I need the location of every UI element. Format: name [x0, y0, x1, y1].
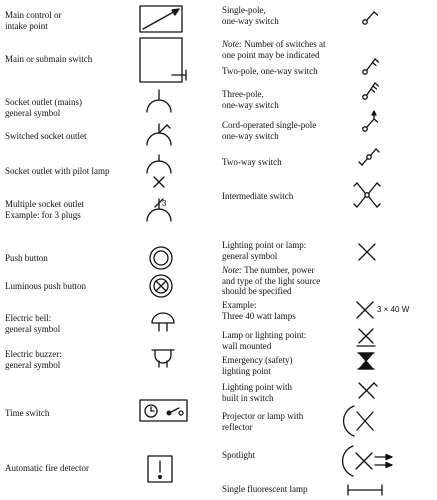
label-example-lamps: Example: Three 40 watt lamps: [222, 300, 296, 321]
luminous-push-button-symbol: [148, 273, 174, 299]
label-switched-socket: Switched socket outlet: [5, 131, 87, 141]
lighting-point-symbol: [357, 242, 377, 262]
lamp-rating-text: 3 × 40 W: [377, 305, 410, 314]
plugs-count-text: 3: [162, 199, 167, 208]
label-fire-detector: Automatic fire detector: [5, 463, 89, 473]
label-socket-general: Socket outlet (mains) general symbol: [5, 97, 82, 118]
label-intermediate: Intermediate switch: [222, 191, 294, 201]
wall-mounted-lamp-symbol: [355, 326, 377, 348]
label-socket-pilot: Socket outlet with pilot lamp: [5, 166, 110, 176]
push-button-symbol: [148, 245, 174, 271]
time-switch-symbol: [139, 399, 189, 423]
spotlight-symbol: [345, 444, 395, 478]
label-single-pole: Single-pole, one-way switch: [222, 5, 279, 26]
label-luminous-push: Luminous push button: [5, 281, 87, 291]
intermediate-switch-symbol: [352, 178, 382, 212]
three-lamps-symbol: [355, 300, 377, 320]
socket-outlet-symbol: [144, 88, 174, 116]
emergency-lighting-symbol: [356, 351, 376, 371]
label-lighting-point: Lighting point or lamp: general symbol: [222, 240, 307, 261]
projector-symbol: [346, 404, 380, 438]
label-projector: Projector or lamp with reflector: [222, 411, 304, 432]
label-multiple-socket: Multiple socket outlet Example: for 3 plugs: [5, 199, 84, 220]
main-control-symbol: [139, 5, 183, 33]
two-pole-switch-symbol: [360, 55, 380, 77]
fire-detector-symbol: [147, 455, 173, 483]
label-push-button: Push button: [5, 253, 48, 263]
label-note-lamp: Note: The number, power and type of the light source should be specified: [222, 265, 321, 296]
label-main-switch: Main or submain switch: [5, 54, 93, 64]
two-way-switch-symbol: [357, 144, 381, 170]
electric-bell-symbol: [150, 311, 176, 333]
label-two-way: Two-way switch: [222, 157, 282, 167]
label-electric-bell: Electric bell: general symbol: [5, 313, 61, 334]
label-two-pole: Two-pole, one-way switch: [222, 66, 318, 76]
multiple-socket-symbol: [144, 197, 176, 225]
single-pole-switch-symbol: [360, 5, 380, 27]
label-spotlight: Spotlight: [222, 450, 256, 460]
label-time-switch: Time switch: [5, 408, 50, 418]
label-built-in-switch: Lighting point with built in switch: [222, 382, 293, 403]
label-fluorescent: Single fluorescent lamp: [222, 484, 308, 494]
switched-socket-symbol: [144, 121, 174, 149]
label-cord-operated: Cord-operated single-pole one-way switch: [222, 120, 317, 141]
cord-operated-switch-symbol: [360, 110, 380, 134]
electric-buzzer-symbol: [150, 347, 176, 369]
label-main-control: Main control or intake point: [5, 10, 62, 31]
label-emergency: Emergency (safety) lighting point: [222, 355, 293, 376]
three-pole-switch-symbol: [360, 80, 380, 102]
lighting-point-switch-symbol: [356, 380, 378, 402]
main-switch-symbol: [139, 37, 189, 87]
label-electric-buzzer: Electric buzzer: general symbol: [5, 349, 62, 370]
label-wall-mounted: Lamp or lighting point: wall mounted: [222, 330, 307, 351]
label-three-pole: Three-pole, one-way switch: [222, 89, 279, 110]
fluorescent-lamp-symbol: [346, 483, 386, 497]
socket-pilot-lamp-symbol: [144, 155, 174, 191]
label-note-switches: Note: Number of switches at one point may be indicated: [222, 39, 326, 60]
